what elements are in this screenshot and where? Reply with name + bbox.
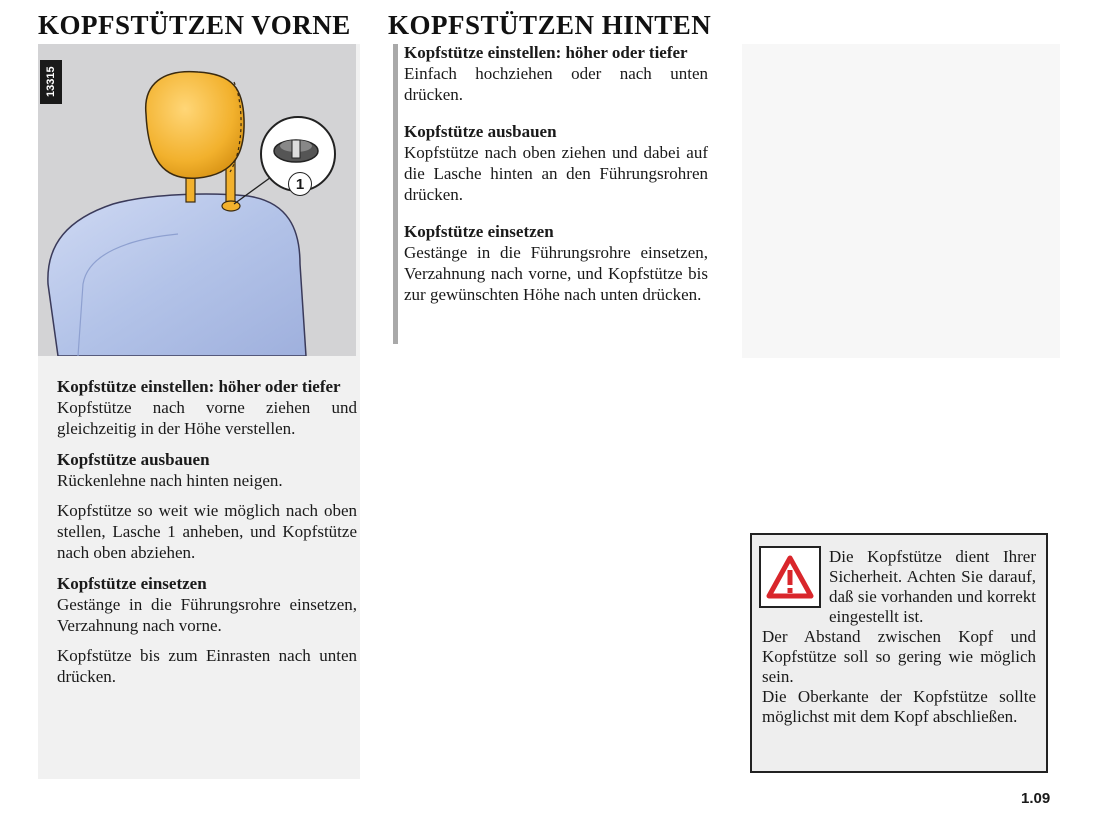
bleed-through-panel [742,44,1060,358]
paragraph: Gestänge in die Führungsrohre einsetzen, Verzahnung nach vorne. [57,595,357,635]
warning-line: Die Oberkante der Kopfstütze sollte möglichst mit dem Kopf abschließen. [762,687,1036,726]
page-number: 1.09 [1021,790,1051,807]
paragraph: Kopfstütze bis zum Einrasten nach unten drücken. [57,646,357,686]
section-heading: Kopfstütze einsetzen [57,574,207,593]
middle-section-adjust [404,42,708,105]
section-heading: Kopfstütze einstellen: höher oder tiefer [404,43,688,62]
section-heading: Kopfstütze ausbauen [404,122,557,141]
warning-line: Der Abstand zwischen Kopf und Kopfstütze soll so gering wie möglich sein. [762,627,1036,686]
middle-column-bar [393,44,398,344]
left-section-adjust [57,376,357,439]
middle-column-title: KOPFSTÜTZEN HINTEN [388,10,712,40]
figure-code: 13315 [40,60,62,104]
left-column-text [57,376,357,697]
section-heading: Kopfstütze ausbauen [57,450,210,469]
warning-line: Die Kopfstütze dient Ihrer Sicherheit. Achten Sie darauf, daß sie vorhanden und korrekt eingestellt ist. [829,547,1036,626]
paragraph: Rückenlehne nach hinten neigen. [57,471,283,490]
paragraph: Kopfstütze nach oben ziehen und dabei auf die Lasche hinten an den Führungsrohren drücken. [404,143,708,204]
middle-section-insert [404,221,708,305]
left-section-remove [57,449,357,563]
section-heading: Kopfstütze einstellen: höher oder tiefer [57,377,341,396]
callout-number: 1 [288,172,312,196]
left-column-title: KOPFSTÜTZEN VORNE [38,10,351,40]
paragraph: Einfach hochziehen oder nach unten drücken. [404,64,708,104]
middle-column-text [404,42,708,315]
middle-section-remove [404,121,708,205]
paragraph: Kopfstütze nach vorne ziehen und gleichzeitig in der Höhe verstellen. [57,398,357,438]
headrest-drawing [38,44,356,356]
warning-triangle-icon [759,546,821,608]
paragraph: Gestänge in die Führungsrohre einsetzen, Verzahnung nach vorne, und Kopfstütze bis zur gewünschten Höhe nach unten drücken. [404,243,708,304]
left-section-insert [57,573,357,687]
warning-box [750,533,1048,773]
section-heading: Kopfstütze einsetzen [404,222,554,241]
headrest-illustration [38,44,356,356]
paragraph: Kopfstütze so weit wie möglich nach oben stellen, Lasche 1 anheben, und Kopfstütze nach oben abziehen. [57,501,357,562]
